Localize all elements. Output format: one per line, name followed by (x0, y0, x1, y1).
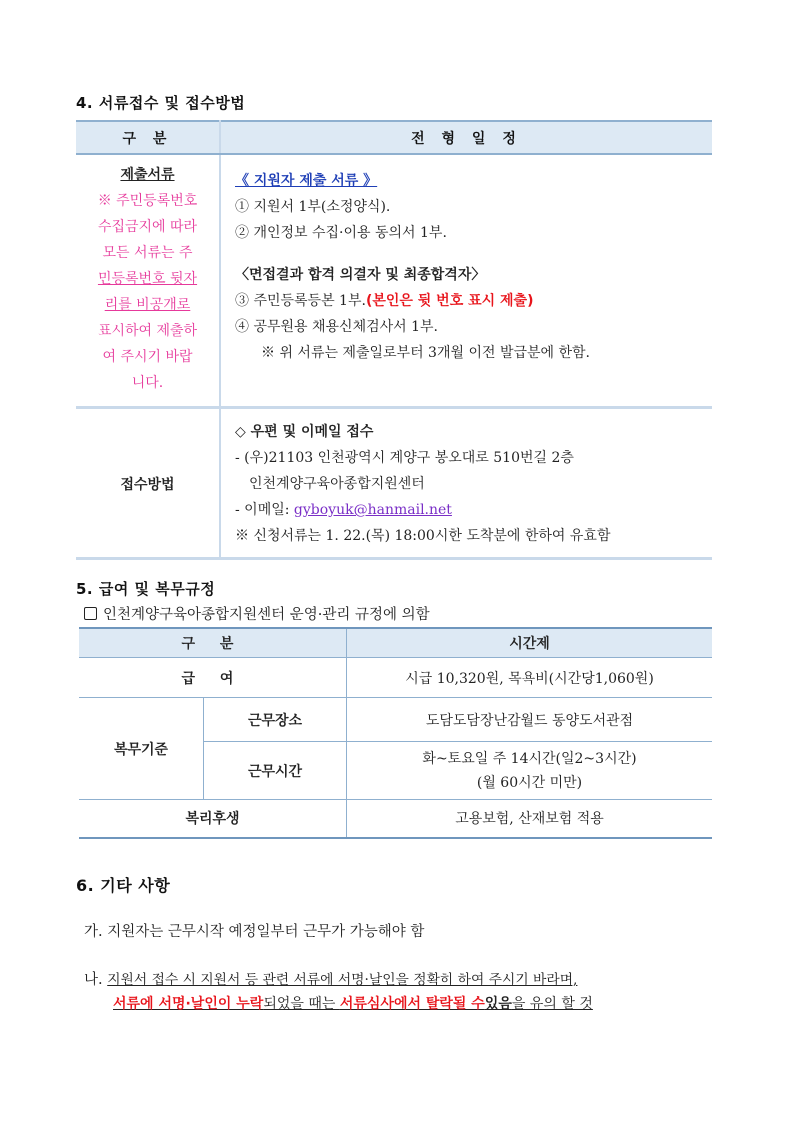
regulation-note (84, 603, 430, 624)
other-item-na-red2: 서류심사에서 탈락될 수 (339, 996, 485, 1012)
work-place-value: 도담도담장난감월드 동양도서관점 (347, 698, 713, 742)
address-line-1: - (우)21103 인천광역시 계양구 봉오대로 510번길 2층 (235, 450, 574, 466)
documents-content-cell (220, 154, 712, 408)
section5-title: 5. 급여 및 복무규정 (76, 580, 216, 598)
doc-item-3: ③ 주민등록등본 1부. (235, 293, 366, 309)
submission-table (76, 120, 712, 560)
pay-label: 급 여 (79, 658, 347, 698)
deadline-note: ※ 신청서류는 1. 22.(목) 18:00시한 도착분에 한하여 유효함 (235, 528, 611, 544)
other-item-na-prefix: 나. (84, 972, 103, 988)
pay-value: 시급 10,320원, 목욕비(시간당1,060원) (347, 658, 713, 698)
work-hours-value-2: (월 60시간 미만) (476, 774, 583, 791)
other-item-na-line2 (113, 993, 593, 1013)
rrn-note-2: 수집금지에 따라 (97, 219, 198, 235)
other-item-na-red1: 서류에 서명·날인이 누락 (113, 996, 264, 1012)
docs-title: 《 지원자 제출 서류 》 (235, 173, 378, 189)
other-item-na-mid: 되었을 때는 (263, 996, 340, 1012)
regulation-note-text: 인천계양구육아종합지원센터 운영·관리 규정에 의함 (103, 607, 430, 623)
rrn-note-7: 여 주시기 바랍 (102, 349, 193, 365)
welfare-label: 복리후생 (79, 800, 347, 838)
rrn-note-6: 표시하여 제출하 (97, 323, 198, 339)
other-item-na (84, 968, 577, 989)
rrn-note-5: 리를 비공개로 (104, 297, 191, 313)
pay-table-header-category: 구 분 (79, 628, 347, 658)
final-docs-subtitle: 〈면접결과 합격 의결자 및 최종합격자〉 (235, 267, 486, 283)
submission-method-label-cell (76, 408, 220, 559)
work-hours-label: 근무시간 (204, 742, 347, 800)
other-item-ga: 가. 지원자는 근무시작 예정일부터 근무가 가능해야 함 (84, 924, 425, 940)
checkbox-icon (84, 607, 97, 620)
rrn-note-1: ※ 주민등록번호 (97, 193, 198, 209)
rrn-note-8: 니다. (131, 375, 164, 391)
rrn-note-3: 모든 서류는 주 (102, 245, 193, 261)
address-line-2: 인천계양구육아종합지원센터 (249, 476, 425, 492)
table-header-schedule: 전 형 일 정 (220, 121, 712, 154)
doc-item-2: ② 개인정보 수집·이용 동의서 1부. (235, 225, 447, 241)
submission-method-label: 접수방법 (120, 477, 175, 493)
submission-method-content-cell (220, 408, 712, 559)
doc-item-3-red: (본인은 뒷 번호 표시 제출) (365, 293, 534, 309)
email-link[interactable]: gyboyuk@hanmail.net (293, 502, 452, 518)
pay-table-header-parttime: 시간제 (347, 628, 713, 658)
doc-item-4: ④ 공무원용 채용신체검사서 1부. (235, 319, 438, 335)
other-item-na-line1: 지원서 접수 시 지원서 등 관련 서류에 서명·날인을 정확히 하여 주시기 바라며, (107, 972, 578, 988)
email-prefix: - 이메일: (235, 502, 294, 518)
other-item-na-bold: 있음 (484, 996, 512, 1012)
rrn-note-4: 민등록번호 뒷자 (97, 271, 198, 287)
documents-label: 제출서류 (120, 167, 175, 183)
section6-title: 6. 기타 사항 (76, 876, 171, 895)
work-place-label: 근무장소 (204, 698, 347, 742)
doc-validity-note: ※ 위 서류는 제출일로부터 3개월 이전 발급분에 한함. (261, 345, 590, 361)
section4-title: 4. 서류접수 및 접수방법 (76, 94, 246, 112)
service-standard-label: 복무기준 (79, 698, 204, 800)
pay-service-table (79, 627, 712, 839)
other-item-na-end: 을 유의 할 것 (511, 996, 593, 1012)
documents-label-cell (76, 154, 220, 408)
mail-email-title: ◇ 우편 및 이메일 접수 (235, 424, 374, 440)
work-hours-value-1: 화~토요일 주 14시간(일2~3시간) (422, 750, 637, 767)
doc-item-1: ① 지원서 1부(소정양식). (235, 199, 391, 215)
work-hours-value (347, 742, 713, 800)
table-header-category: 구 분 (76, 121, 220, 154)
welfare-value: 고용보험, 산재보험 적용 (347, 800, 713, 838)
